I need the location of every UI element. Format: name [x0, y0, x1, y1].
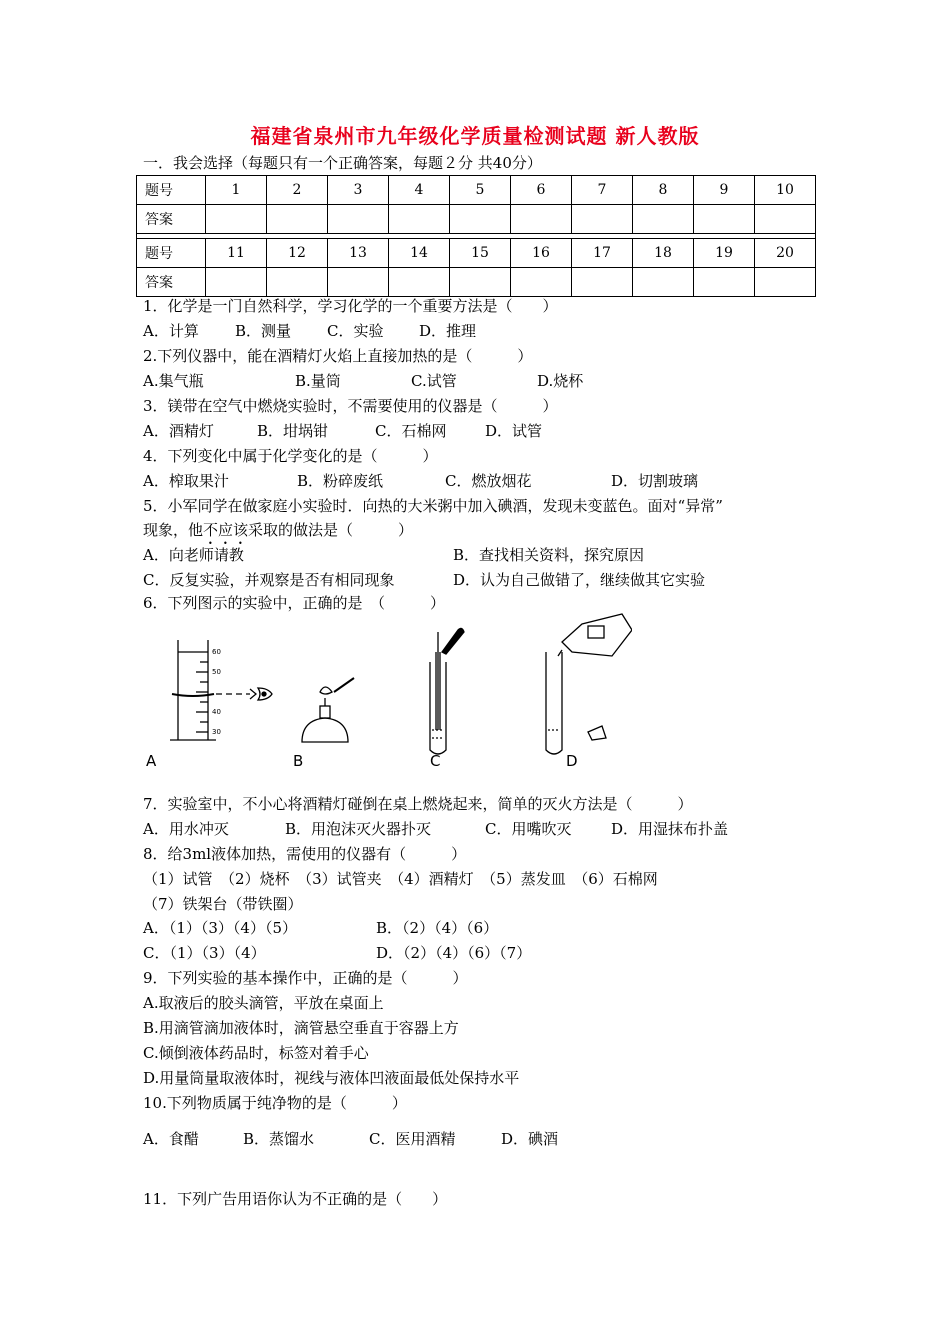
option-c[interactable]: C．反复实验，并观察是否有相同现象	[143, 571, 395, 589]
question-5-options-2	[143, 569, 705, 590]
option-b[interactable]: B．（2）（4）（6）	[376, 919, 499, 937]
table-row	[137, 239, 816, 268]
option-b[interactable]: B.量筒	[295, 372, 341, 390]
table-cell: 15	[450, 239, 511, 268]
option-b[interactable]: B．蒸馏水	[243, 1130, 315, 1148]
option-a[interactable]: A．食醋	[143, 1130, 199, 1148]
question-10-options	[143, 1128, 558, 1149]
option-b[interactable]: B．测量	[235, 322, 292, 340]
cylinder-tick: 30	[212, 728, 221, 736]
table-cell: 20	[755, 239, 816, 268]
table-cell: 5	[450, 176, 511, 205]
answer-cell[interactable]	[511, 268, 572, 297]
option-d[interactable]: D．切割玻璃	[611, 472, 699, 490]
option-b[interactable]: B．用泡沫灭火器扑灭	[285, 820, 432, 838]
question-4-options	[143, 470, 698, 491]
document-title: 福建省泉州市九年级化学质量检测试题 新人教版	[250, 124, 700, 148]
option-d[interactable]: D．（2）（4）（6）（7）	[376, 944, 532, 962]
table-cell: 14	[389, 239, 450, 268]
question-5-options-1	[143, 544, 644, 565]
option-d[interactable]: D．试管	[485, 422, 543, 440]
table-cell: 1	[206, 176, 267, 205]
option-c[interactable]: C.试管	[411, 372, 457, 390]
option-c[interactable]: C．医用酒精	[369, 1130, 456, 1148]
option-a[interactable]: A.取液后的胶头滴管，平放在桌面上	[143, 994, 384, 1012]
question-7-options	[143, 818, 728, 839]
answer-cell[interactable]	[572, 268, 633, 297]
option-c[interactable]: C．用嘴吹灭	[485, 820, 572, 838]
answer-cell[interactable]	[206, 268, 267, 297]
row-label: 答案	[137, 268, 206, 297]
answer-table	[136, 175, 816, 297]
question-8-stem: 8．给3ml液体加热，需使用的仪器有（ ）	[143, 845, 467, 863]
answer-cell[interactable]	[389, 205, 450, 234]
emphasis-text: 不应该	[203, 521, 249, 539]
stem-text: 采取的做法是（ ）	[248, 521, 414, 539]
answer-cell[interactable]	[450, 268, 511, 297]
option-c[interactable]: C．（1）（3）（4）	[143, 944, 266, 962]
question-11-stem: 11．下列广告用语你认为不正确的是（ ）	[143, 1190, 448, 1208]
table-row	[137, 268, 816, 297]
answer-cell[interactable]	[755, 205, 816, 234]
answer-cell[interactable]	[450, 205, 511, 234]
answer-cell[interactable]	[755, 268, 816, 297]
option-a[interactable]: A．计算	[143, 322, 199, 340]
option-b[interactable]: B．查找相关资料，探究原因	[453, 546, 645, 564]
question-4-stem: 4．下列变化中属于化学变化的是（ ）	[143, 447, 438, 465]
figure-a-cylinder	[170, 640, 272, 740]
option-c[interactable]: C．燃放烟花	[445, 472, 532, 490]
answer-cell[interactable]	[267, 268, 328, 297]
answer-cell[interactable]	[511, 205, 572, 234]
option-a[interactable]: A．向老师请教	[143, 546, 244, 564]
option-b[interactable]: B.用滴管滴加液体时，滴管悬空垂直于容器上方	[143, 1019, 459, 1037]
figure-label-c: C	[430, 752, 441, 770]
option-d[interactable]: D.用量筒量取液体时，视线与液体凹液面最低处保持水平	[143, 1069, 520, 1087]
table-cell: 4	[389, 176, 450, 205]
row-label: 答案	[137, 205, 206, 234]
option-d[interactable]: D．用湿抹布扑盖	[611, 820, 729, 838]
cylinder-tick: 60	[212, 648, 221, 656]
table-cell: 17	[572, 239, 633, 268]
option-a[interactable]: A.集气瓶	[143, 372, 204, 390]
table-row	[137, 205, 816, 234]
option-d[interactable]: D．推理	[419, 322, 477, 340]
table-cell: 8	[633, 176, 694, 205]
figure-b-alcohol-lamp	[302, 678, 354, 742]
figure-d-pouring	[546, 614, 632, 754]
table-cell: 16	[511, 239, 572, 268]
stem-text: 现象，他	[143, 521, 204, 539]
lab-operations-figure	[142, 612, 632, 777]
answer-cell[interactable]	[267, 205, 328, 234]
option-a[interactable]: A．（1）（3）（4）（5）	[143, 919, 298, 937]
answer-cell[interactable]	[206, 205, 267, 234]
question-8-items-cont: （7）铁架台（带铁圈）	[143, 895, 303, 913]
option-d[interactable]: D．认为自己做错了，继续做其它实验	[453, 571, 706, 589]
table-cell: 13	[328, 239, 389, 268]
question-8-options-1	[143, 917, 498, 938]
table-cell: 10	[755, 176, 816, 205]
table-cell: 9	[694, 176, 755, 205]
figure-label-a: A	[146, 752, 157, 770]
question-9-stem: 9．下列实验的基本操作中，正确的是（ ）	[143, 969, 468, 987]
answer-cell[interactable]	[389, 268, 450, 297]
question-10-stem: 10.下列物质属于纯净物的是（ ）	[143, 1094, 407, 1112]
option-c[interactable]: C．石棉网	[375, 422, 447, 440]
question-2-options	[143, 370, 583, 391]
section-heading: 一．我会选择（每题只有一个正确答案，每题２分 共40分）	[143, 154, 542, 172]
table-cell: 19	[694, 239, 755, 268]
answer-cell[interactable]	[633, 205, 694, 234]
option-a[interactable]: A．榨取果汁	[143, 472, 229, 490]
option-d[interactable]: D.烧杯	[537, 372, 584, 390]
question-5-stem: 5．小军同学在做家庭小实验时．向热的大米粥中加入碘酒，发现未变蓝色。面对“异常”	[143, 497, 723, 515]
question-3-options	[143, 420, 542, 441]
answer-cell[interactable]	[328, 205, 389, 234]
option-b[interactable]: B．坩埚钳	[257, 422, 329, 440]
table-cell: 18	[633, 239, 694, 268]
table-row	[137, 176, 816, 205]
question-1-options	[143, 320, 476, 341]
figure-label-b: B	[293, 752, 304, 770]
row-label: 题号	[137, 176, 206, 205]
table-cell: 11	[206, 239, 267, 268]
table-cell: 3	[328, 176, 389, 205]
answer-cell[interactable]	[694, 268, 755, 297]
question-8-options-2	[143, 942, 531, 963]
table-cell: 7	[572, 176, 633, 205]
answer-cell[interactable]	[572, 205, 633, 234]
cylinder-tick: 40	[212, 708, 221, 716]
option-a[interactable]: A．用水冲灭	[143, 820, 229, 838]
figure-label-d: D	[566, 752, 578, 770]
option-c[interactable]: C．实验	[327, 322, 384, 340]
question-3-stem: 3．镁带在空气中燃烧实验时，不需要使用的仪器是（ ）	[143, 397, 558, 415]
table-cell: 6	[511, 176, 572, 205]
answer-cell[interactable]	[633, 268, 694, 297]
option-a[interactable]: A．酒精灯	[143, 422, 214, 440]
answer-cell[interactable]	[694, 205, 755, 234]
question-2-stem: 2.下列仪器中，能在酒精灯火焰上直接加热的是（ ）	[143, 347, 533, 365]
option-d[interactable]: D．碘酒	[501, 1130, 559, 1148]
option-c[interactable]: C.倾倒液体药品时，标签对着手心	[143, 1044, 369, 1062]
question-7-stem: 7．实验室中，不小心将酒精灯碰倒在桌上燃烧起来，简单的灭火方法是（ ）	[143, 795, 693, 813]
question-6-stem: 6．下列图示的实验中，正确的是 （ ）	[143, 594, 446, 612]
row-label: 题号	[137, 239, 206, 268]
table-cell: 2	[267, 176, 328, 205]
answer-cell[interactable]	[328, 268, 389, 297]
question-8-items: （1）试管 （2）烧杯 （3）试管夹 （4）酒精灯 （5）蒸发皿 （6）石棉网	[143, 870, 658, 888]
figure-c-test-tube-dropper	[430, 628, 464, 754]
question-1-stem: 1．化学是一门自然科学，学习化学的一个重要方法是（ ）	[143, 297, 558, 315]
cylinder-tick: 50	[212, 668, 221, 676]
table-cell: 12	[267, 239, 328, 268]
option-b[interactable]: B．粉碎废纸	[297, 472, 384, 490]
